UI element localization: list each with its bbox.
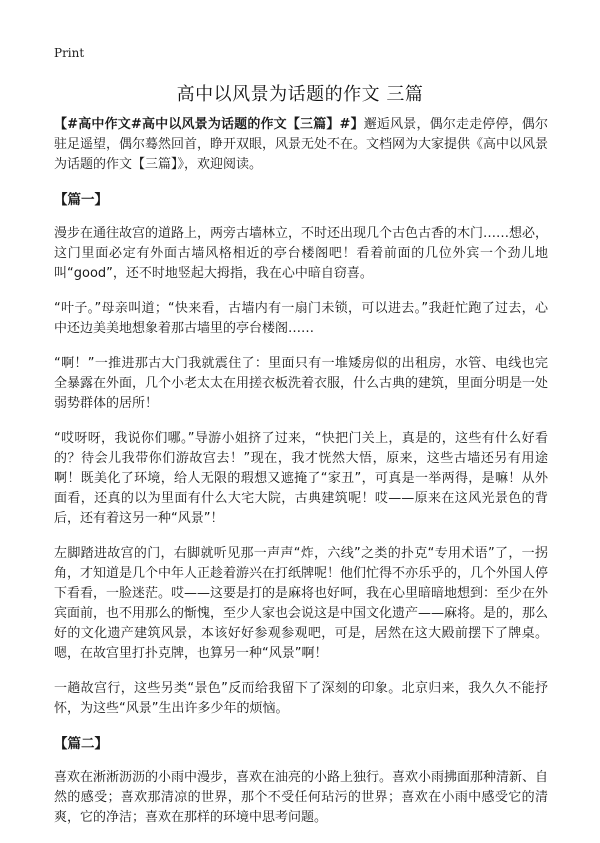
intro-tag: 【#高中作文#高中以风景为话题的作文【三篇】#】 (54, 117, 364, 132)
paragraph: 一趟故宫行，这些另类“景色”反而给我留下了深刻的印象。北京归来，我久久不能抒怀，为这些“风景”生出许多少年的烦恼。 (54, 681, 548, 716)
intro-paragraph (54, 115, 548, 175)
intro-text: 邂逅风景，偶尔走走停停，偶尔驻足遥望，偶尔蓦然回首，睁开双眼，风景无处不在。文档网为大家提供《高中以风景为话题的作文【三篇】》，欢迎阅读。 (54, 117, 549, 172)
page-title: 高中以风景为话题的作文 三篇 (176, 84, 424, 105)
paragraph: “啊！”一推进那古大门我就震住了：里面只有一堆矮房似的出租房，水管、电线也完全暴露在外面，几个小老太太在用搓衣板洗着衣服，什么古典的建筑，里面分明是一处弱势群体的居所！ (54, 356, 549, 411)
print-link[interactable]: Print (54, 46, 85, 60)
section-heading: 【篇一】 (54, 192, 108, 208)
section-heading: 【篇二】 (54, 736, 108, 752)
paragraph: 漫步在通往故宫的道路上，两旁古墙林立，不时还出现几个古色古香的木门……想必，这门里面必定有外面古墙风格相近的亭台楼阁吧！看着前面的几位外宾一个劲儿地叫“good”，还不时地竖起大拇指，我在心中暗自窃喜。 (54, 226, 549, 281)
article-body (54, 115, 548, 843)
paragraph: “叶子。”母亲叫道；“快来看，古墙内有一扇门未锁，可以进去。”我赶忙跑了过去，心中还边美美地想象着那古墙里的亭台楼阁…… (54, 301, 548, 336)
paragraph: 喜欢在淅淅沥沥的小雨中漫步，喜欢在油亮的小路上独行。喜欢小雨拂面那种清新、自然的感受；喜欢那清凉的世界，那个不受任何玷污的世界；喜欢在小雨中感受它的清爽，它的净洁；喜欢在那样的环境中思考问题。 (54, 770, 549, 825)
paragraph: “哎呀呀，我说你们哪。”导游小姐挤了过来，“快把门关上，真是的，这些有什么好看的？待会儿我带你们游故宫去！”现在，我才恍然大悟，原来，这些古墙还另有用途啊！既美化了环境，给人无限的瑕想又遮掩了“家丑”，可真是一举两得，是嘛！从外面看，还真的以为里面有什么大宅大院，古典建筑呢！哎——原来在这风光景色的背后，还有着这另一种“风景”！ (54, 431, 548, 526)
paragraph: 左脚踏进故宫的门，右脚就听见那一声声“炸，六线”之类的扑克“专用术语”了，一拐角，才知道是几个中年人正趁着游兴在打纸牌呢！他们忙得不亦乐乎的，几个外国人停下看看，一脸迷茫。哎——这要是打的是麻将也好呵，我在心里暗暗地想到：至少在外宾面前，也不用那么的惭愧，至少人家也会说这是中国文化遗产——麻将。是的，那么好的文化遗产建筑风景，本该好好参观参观吧，可是，居然在这大殿前摆下了牌桌。嗯，在故宫里打扑克牌，也算另一种“风景”啊！ (54, 546, 549, 661)
